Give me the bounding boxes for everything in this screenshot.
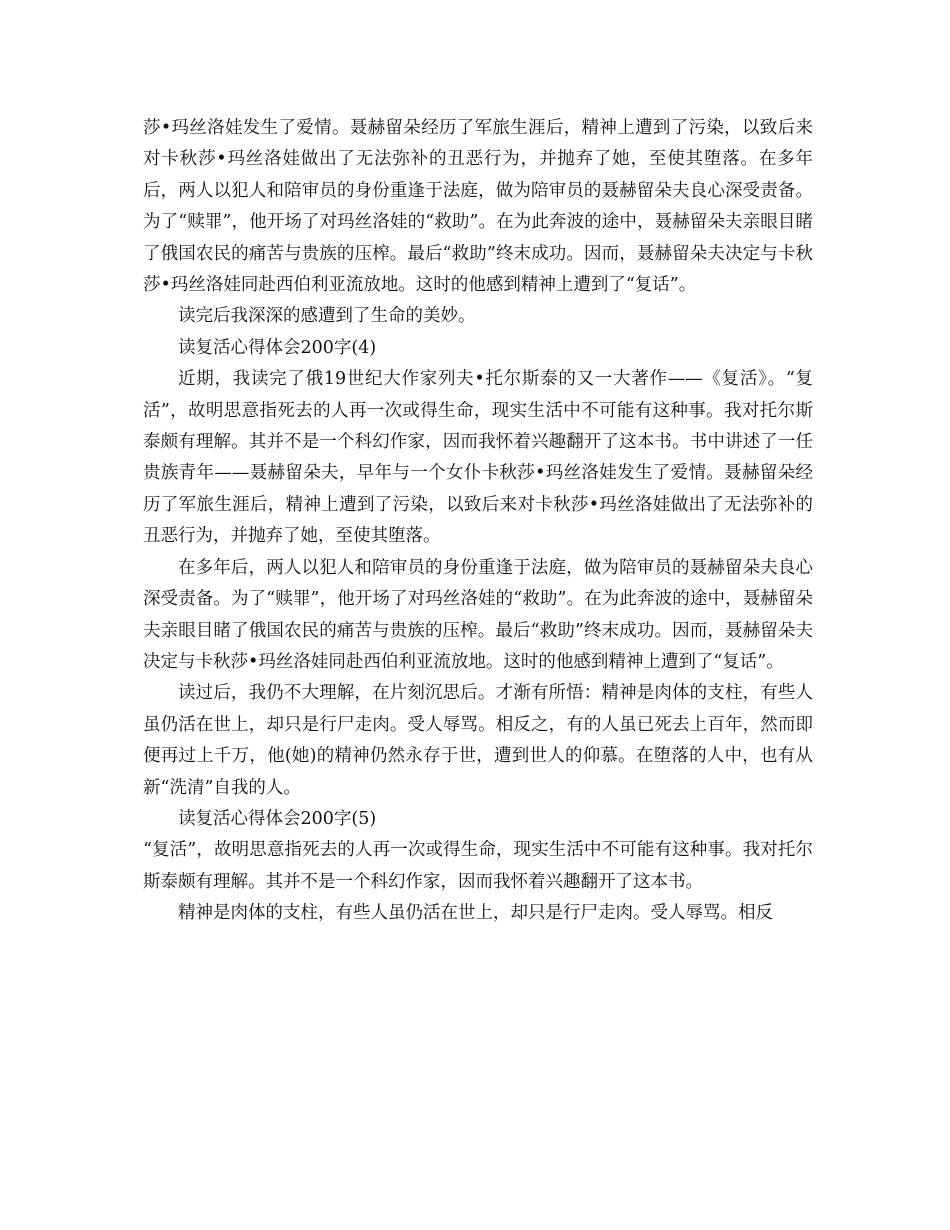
paragraph-5: 读过后，我仍不大理解，在片刻沉思后。才渐有所悟：精神是肉体的支柱，有些人虽仍活在世上，却只是行尸走肉。受人辱骂。相反之，有的人虽已死去上百年，然而即便再过上千万，他(她)的精神仍然永存于世，遭到世人的仰慕。在堕落的人中，也有从新“洗清”自我的人。 bbox=[143, 683, 813, 798]
paragraph-4: 在多年后，两人以犯人和陪审员的身份重逢于法庭，做为陪审员的聂赫留朵夫良心深受责备。为了“赎罪”，他开场了对玛丝洛娃的“救助”。在为此奔波的途中，聂赫留朵夫亲眼目睹了俄国农民的痛苦与贵族的压榨。最后“救助”终末成功。因而，聂赫留朵夫决定与卡秋莎•玛丝洛娃同赴西伯利亚流放地。这时的他感到精神上遭到了“复话”。 bbox=[143, 557, 813, 672]
section-heading-4: 读复活心得体会200字(4) bbox=[178, 337, 377, 358]
paragraph-7: 精神是肉体的支柱，有些人虽仍活在世上，却只是行尸走肉。受人辱骂。相反 bbox=[178, 903, 773, 924]
paragraph-6: “复活”，故明思意指死去的人再一次或得生命，现实生活中不可能有这种事。我对托尔斯泰颇有理解。其并不是一个科幻作家，因而我怀着兴趣翻开了这本书。 bbox=[143, 840, 813, 892]
section-heading-5: 读复活心得体会200字(5) bbox=[178, 808, 377, 829]
document-body bbox=[143, 113, 813, 930]
paragraph-1: 莎•玛丝洛娃发生了爱情。聂赫留朵经历了军旅生涯后，精神上遭到了污染，以致后来对卡秋莎•玛丝洛娃做出了无法弥补的丑恶行为，并抛弃了她，至使其堕落。在多年后，两人以犯人和陪审员的身份重逢于法庭，做为陪审员的聂赫留朵夫良心深受责备。为了“赎罪”，他开场了对玛丝洛娃的“救助”。在为此奔波的途中，聂赫留朵夫亲眼目睹了俄国农民的痛苦与贵族的压榨。最后“救助”终末成功。因而，聂赫留朵夫决定与卡秋莎•玛丝洛娃同赴西伯利亚流放地。这时的他感到精神上遭到了“复话”。 bbox=[143, 118, 813, 296]
paragraph-3: 近期，我读完了俄19世纪大作家列夫•托尔斯泰的又一大著作——《复活》。“复活”，故明思意指死去的人再一次或得生命，现实生活中不可能有这种事。我对托尔斯泰颇有理解。其并不是一个科幻作家，因而我怀着兴趣翻开了这本书。书中讲述了一任贵族青年——聂赫留朵夫，早年与一个女仆卡秋莎•玛丝洛娃发生了爱情。聂赫留朵经历了军旅生涯后，精神上遭到了污染，以致后来对卡秋莎•玛丝洛娃做出了无法弥补的丑恶行为，并抛弃了她，至使其堕落。 bbox=[143, 369, 813, 547]
paragraph-2: 读完后我深深的感遭到了生命的美妙。 bbox=[178, 306, 476, 327]
